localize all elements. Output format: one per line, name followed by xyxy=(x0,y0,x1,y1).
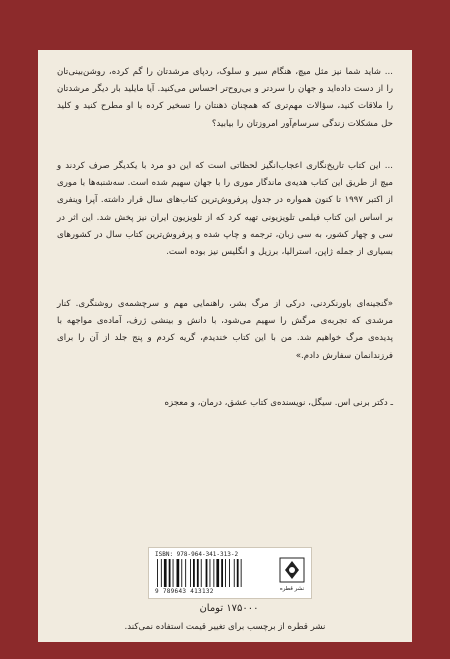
paragraph-description: ... این کتاب تاریخ‌نگاری اعجاب‌انگیز لحظاتی است که این دو مرد با یکدیگر صرف کردند و میچ از طریق این کتاب هدیه‌ی ماندگار موری را با جهان سهیم شده است. سه‌شنبه‌ها با موری از اکتبر ۱۹۹۷ تا کنون همواره در جدول پرفروش‌ترین کتاب‌های سال قرار داشته. آپرا وینفری بر اساس این کتاب فیلمی تلویزیونی تهیه کرد که از تلویزیون ایران نیز پخش شد. این اثر در سی و چهار کشور، به سی زبان، ترجمه و چاپ شده و پرفروش‌ترین کتاب سال در کشورهای بسیاری از جمله ژاپن، استرالیا، برزیل و انگلیس نیز بوده است. xyxy=(57,161,393,258)
barcode-bar xyxy=(206,559,208,587)
barcode-bar xyxy=(241,559,242,587)
price-label: ۱۷۵۰۰۰ تومان xyxy=(199,603,259,614)
barcode-bar xyxy=(210,559,211,587)
publisher-logo-icon xyxy=(279,557,305,583)
barcode-bar xyxy=(193,559,195,587)
barcode-bar xyxy=(157,559,158,587)
barcode-bar xyxy=(201,559,202,587)
barcode-bar xyxy=(181,559,182,587)
paragraph-intro: ... شاید شما نیز مثل میچ، هنگام سیر و سلوک، ردپای مرشدتان را گم کرده، روشن‌بینی‌تان را از دست داده‌اید و جهان را سردتر و بی‌روح‌تر احساس می‌کنید. آیا مایلید بار دیگر مرشدتان را ملاقات کنید، سؤالات مهم‌تری که همچنان ذهنتان را تسخیر کرده با او مطرح کنید و کلید حل مشکلات زندگی سرسام‌آور امروزتان را بیابید؟ xyxy=(57,67,393,129)
barcode-bar xyxy=(177,559,180,587)
barcode-bar xyxy=(185,559,186,587)
barcode-bar xyxy=(169,559,171,587)
isbn-text: ISBN: 978-964-341-313-2 xyxy=(155,551,239,558)
barcode-bar xyxy=(225,559,226,587)
paragraph-quote: «گنجینه‌ای باورنکردنی، درکی از مرگ بشر، راهنمایی مهم و سرچشمه‌ی روشنگری. کنار مرشدی که تجربه‌ی مرگش را سهیم می‌شود، با دانش و بینشی ژرف، آماده‌ی مواجهه با پدیده‌ی مرگ خواهیم شد. من با این کتاب خندیدم، گریه کردم و پنج جلد از آن را برای فرزندانمان سفارش دادم.» xyxy=(57,299,393,361)
price-notice: نشر قطره از برچسب برای تغییر قیمت استفاده نمی‌کند. xyxy=(124,622,326,632)
barcode-bar xyxy=(197,559,199,587)
barcode-bar xyxy=(213,559,214,587)
barcode-bar xyxy=(161,559,162,587)
barcode-label xyxy=(148,547,312,599)
barcode-bar xyxy=(164,559,167,587)
barcode-bar xyxy=(173,559,174,587)
quote-attribution: ـ دکتر برنی اس. سیگل، نویسنده‌ی کتاب عشق، درمان، و معجزه xyxy=(164,398,393,408)
barcode-bar xyxy=(229,559,230,587)
barcode-bar xyxy=(237,559,239,587)
barcode-bar xyxy=(234,559,235,587)
publisher-name: نشر قطره xyxy=(279,586,305,592)
barcode-digits: 9 789643 413132 xyxy=(155,588,214,595)
barcode-bars xyxy=(157,559,275,587)
barcode-bar xyxy=(221,559,223,587)
barcode-bar xyxy=(216,559,219,587)
barcode-bar xyxy=(190,559,191,587)
